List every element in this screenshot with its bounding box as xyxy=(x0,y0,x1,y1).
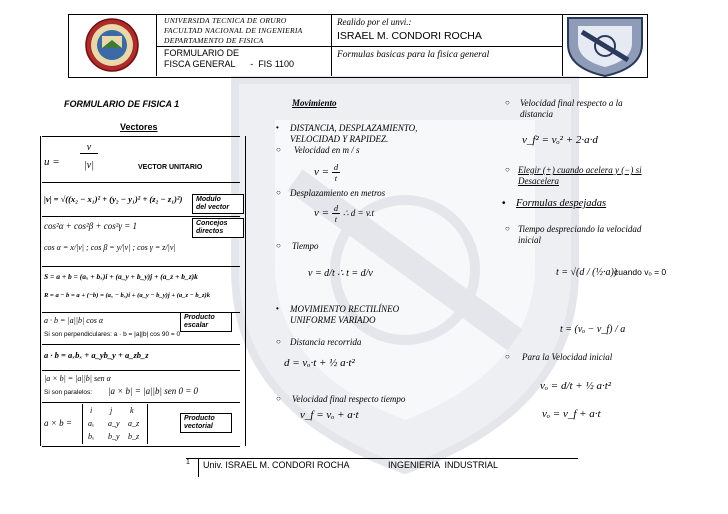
modulo-label-line-2: del vector xyxy=(196,204,230,211)
institution-line-2: FACULTAD NACIONAL DE INGENIERIA xyxy=(164,26,303,35)
vectors-section-title: Vectores xyxy=(120,122,158,132)
footer-author: Univ. ISRAEL M. CONDORI ROCHA xyxy=(203,460,350,470)
displacement-lhs: v = xyxy=(314,207,330,220)
scalar-product-label-line-2: escalar xyxy=(184,322,209,329)
circle-bullet-icon: ○ xyxy=(505,98,510,107)
cosines-sum-formula: cos²α + cos²β + cos²γ = 1 xyxy=(44,221,138,231)
time-sqrt-condition: cuando vₒ = 0 xyxy=(614,267,667,277)
footer-separator xyxy=(198,459,199,477)
distance-traveled-subtitle: Distancia recorrida xyxy=(290,337,362,347)
displacement-rhs: ∴ d = v.t xyxy=(342,208,374,219)
author-name: ISRAEL M. CONDORI ROCHA xyxy=(337,30,482,42)
parallel-condition-label: Si son paralelos: xyxy=(44,389,93,396)
university-logo xyxy=(68,14,157,76)
circle-bullet-icon: ○ xyxy=(276,394,281,403)
time-no-initial-line-1: Tiempo despreciando la velocidad xyxy=(518,224,642,234)
matrix-cell: bₓ xyxy=(88,432,95,441)
initial-velocity-final-formula: vₒ = v_f + a·t xyxy=(542,408,601,420)
parallel-condition-formula: |a × b| = |a||b| sen 0 = 0 xyxy=(108,386,199,396)
university-seal-icon xyxy=(68,14,156,76)
formula-row-divider xyxy=(42,266,240,267)
scalar-product-label xyxy=(180,312,232,332)
unit-vector-lhs: u = xyxy=(44,156,60,168)
direction-cosines-label-line-1: Concejos xyxy=(196,220,228,227)
matrix-cell: j xyxy=(110,406,113,415)
formula-row-divider xyxy=(42,446,240,447)
velocity-subtitle: Velocidad en m / s xyxy=(294,145,360,155)
matrix-cell: b_y xyxy=(108,432,120,441)
form-title-line-2: FISCA GENERAL - FIS 1100 xyxy=(164,59,295,69)
direction-cosines-label-line-2: directos xyxy=(196,228,224,235)
vector-product-label xyxy=(180,413,232,433)
vector-sum-formula: S = a + b = (aₓ + bₓ)i + (a_y + b_y)j + (a_z + b_z)k xyxy=(44,272,198,281)
time-velocity-formula: t = (vₒ − v_f) / a xyxy=(560,324,626,335)
header-divider xyxy=(157,46,562,47)
circle-bullet-icon: ○ xyxy=(505,352,510,361)
matrix-cell: i xyxy=(90,406,93,415)
circle-bullet-icon: ○ xyxy=(505,224,510,233)
velocity-denominator: t xyxy=(334,173,338,183)
time-subtitle: Tiempo xyxy=(292,241,319,251)
matrix-cell: aₓ xyxy=(88,419,95,428)
displacement-subtitle: Desplazamiento en metros xyxy=(290,188,386,198)
footer-rule xyxy=(186,458,578,459)
velocity-lhs: v = xyxy=(314,166,330,179)
solved-formulas-title: Formulas despejadas xyxy=(516,198,607,209)
sign-note-line-2: Desacelera xyxy=(518,176,559,186)
mruv-bullet-line-2: UNIFORME VARIADO xyxy=(290,315,376,325)
bullet-icon: • xyxy=(502,198,506,209)
distance-traveled-formula: d = vₒ·t + ½ a·t² xyxy=(284,357,355,369)
institution-line-3: DEPARTAMENTO DE FISICA xyxy=(164,36,264,45)
final-velocity-time-formula: v_f = vₒ + a·t xyxy=(300,409,359,421)
formula-row-divider xyxy=(42,182,240,183)
circle-bullet-icon: ○ xyxy=(276,241,281,250)
vector-difference-formula: R = a − b = a + (−b) = (aₓ − bₓ)i + (a_y − b_y)j + (a_z − b_z)k xyxy=(44,292,211,299)
footer-career: INGENIERIA INDUSTRIAL xyxy=(388,460,499,470)
circle-bullet-icon: ○ xyxy=(276,337,281,346)
distance-bullet-line-2: VELOCIDAD Y RAPIDEZ. xyxy=(290,134,389,144)
form-title-line-1: FORMULARIO DE xyxy=(164,48,240,58)
final-velocity-time-subtitle: Velocidad final respecto tiempo xyxy=(292,394,406,404)
matrix-cell: a_y xyxy=(108,419,120,428)
formula-row-divider xyxy=(42,370,240,371)
author-label: Realido por el unvi.: xyxy=(337,17,412,27)
modulo-label-line-1: Modulo xyxy=(196,196,221,203)
formula-row-divider xyxy=(42,344,240,345)
circle-bullet-icon: ○ xyxy=(505,165,510,174)
institution-line-1: UNIVERSIDA TECNICA DE ORURO xyxy=(164,16,287,25)
matrix-cell: a_z xyxy=(128,419,140,428)
modulo-label xyxy=(192,194,244,214)
velocity-fraction xyxy=(332,162,340,183)
sign-note-line-1: Elegir (+) cuando acelera y (−) si xyxy=(518,165,642,175)
circle-bullet-icon: ○ xyxy=(276,188,281,197)
document-title: FORMULARIO DE FISICA 1 xyxy=(64,99,180,109)
header-subtitle: Formulas basicas para la fisica general xyxy=(337,50,490,60)
cross-product-lhs: a × b = xyxy=(44,418,72,428)
unit-vector-denominator: |v| xyxy=(84,160,94,171)
vector-product-label-line-1: Producto xyxy=(184,415,215,422)
distance-bullet-line-1: DISTANCIA, DESPLAZAMIENTO, xyxy=(290,123,418,133)
dot-product-magnitude: a · b = |a||b| cos α xyxy=(44,316,104,325)
modulo-formula: |v| = √((x₂ − x₁)² + (y₂ − y₁)² + (z₂ − z₁)²) xyxy=(44,194,183,204)
bullet-icon: • xyxy=(276,123,279,132)
perpendicular-condition: Si son perpendiculares: a · b = |a||b| cos 90 = 0 xyxy=(44,331,181,338)
circle-bullet-icon: ○ xyxy=(276,145,281,154)
matrix-cell: k xyxy=(130,406,134,415)
displacement-fraction xyxy=(332,203,340,224)
unit-vector-numerator: v xyxy=(80,142,98,154)
velocity-numerator: d xyxy=(333,162,339,172)
movement-section-title: Movimiento xyxy=(292,98,337,108)
displacement-numerator: d xyxy=(333,203,339,213)
formula-row-divider xyxy=(42,216,240,217)
faculty-logo-icon xyxy=(560,10,650,78)
final-velocity-distance-line-2: distancia xyxy=(520,109,553,119)
time-no-initial-line-2: inicial xyxy=(518,235,541,245)
direction-cosines-label xyxy=(192,218,244,238)
matrix-cell: b_z xyxy=(128,432,140,441)
scalar-product-label-line-1: Producto xyxy=(184,314,215,321)
final-velocity-distance-line-1: Velocidad final respecto a la xyxy=(520,98,623,108)
cross-product-magnitude: |a × b| = |a||b| sen α xyxy=(44,374,111,383)
dot-product-components: a · b = aₓbₓ + a_yb_y + a_zb_z xyxy=(44,350,149,360)
vector-product-label-line-2: vectorial xyxy=(184,423,213,430)
formula-row-divider xyxy=(42,136,240,137)
displacement-denominator: t xyxy=(334,214,338,224)
time-formula: v = d/t ∴ t = d/v xyxy=(308,268,373,279)
page-number: 1 xyxy=(186,459,190,466)
cosines-each-formula: cos α = x/|v| ; cos β = y/|v| ; cos γ = z/|v| xyxy=(44,243,176,252)
unit-vector-label: VECTOR UNITARIO xyxy=(138,164,203,171)
formula-row-divider xyxy=(42,402,240,403)
time-sqrt-formula: t = √(d / (½·a)) xyxy=(556,267,618,278)
bullet-icon: • xyxy=(276,304,279,313)
initial-velocity-subtitle: Para la Velocidad inicial xyxy=(522,352,613,362)
final-velocity-distance-formula: v_f² = vₒ² + 2·a·d xyxy=(522,134,598,146)
mruv-bullet-line-1: MOVIMIENTO RECTILÍNEO xyxy=(290,304,400,314)
initial-velocity-distance-formula: vₒ = d/t + ½ a·t² xyxy=(540,380,612,392)
